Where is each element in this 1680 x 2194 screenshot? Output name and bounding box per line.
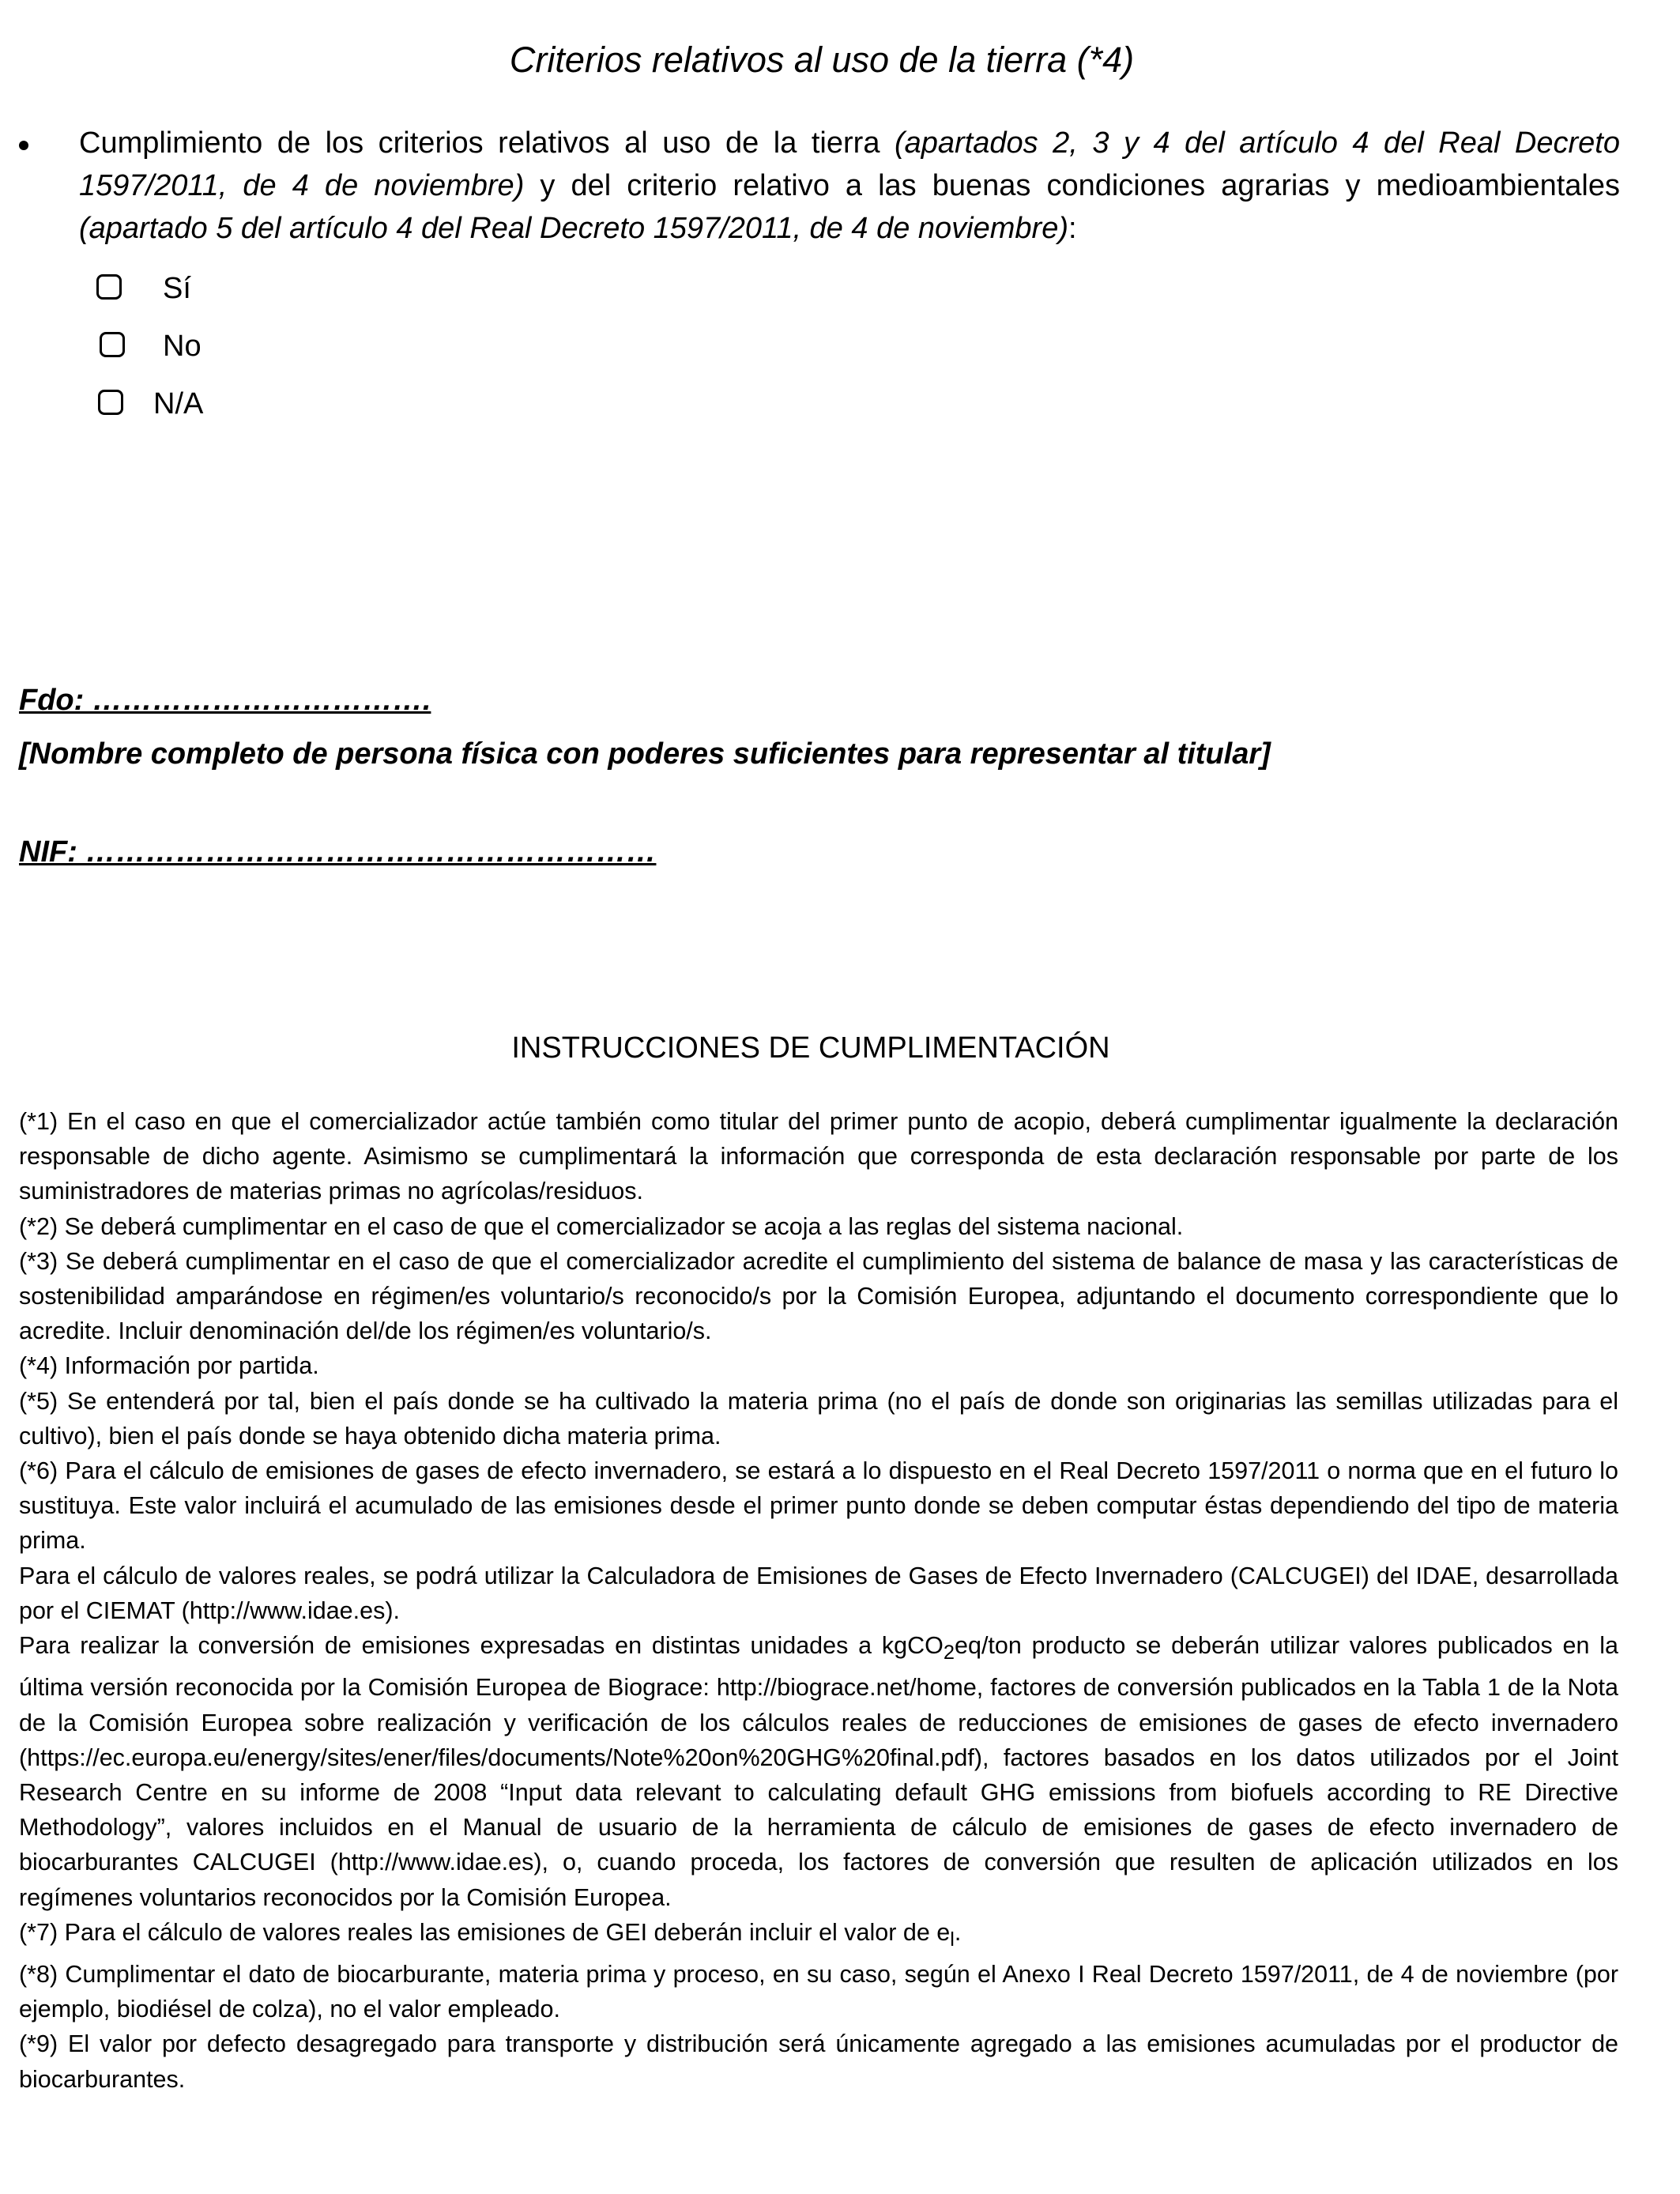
criterion-legal-reference: (apartados 2, 3 y 4 del artículo 4 del Real Decreto 1597/2011, de 4 de noviembre)	[79, 126, 1620, 202]
note-6: (*6) Para el cálculo de emisiones de gases de efecto invernadero, se estará a lo dispuesto en el Real Decreto 1597/2011 o norma que en el futuro lo sustituya. Este valor incluirá el acumulado de las emisiones desde el primer punto donde se deben computar éstas dependiendo del tipo de materia prima.	[19, 1457, 1618, 1555]
signatory-name-instruction: [Nombre completo de persona física con poderes suficientes para representar al titular]	[19, 737, 1271, 771]
instructions-heading: INSTRUCCIONES DE CUMPLIMENTACIÓN	[511, 1031, 1110, 1065]
note-3: (*3) Se deberá cumplimentar en el caso de que el comercializador acredite el cumplimiento del sistema de balance de masa y las características de sostenibilidad amparándose en régimen/es voluntario/s reconocido/s por la Comisión Europea, adjuntando el documento correspondiente que lo acredite. Incluir denominación del/de los régimen/es voluntario/s.	[19, 1247, 1618, 1345]
co2-subscript: 2	[943, 1642, 955, 1664]
bullet-icon	[19, 141, 28, 150]
note-4: (*4) Información por partida.	[19, 1352, 319, 1380]
note-6-conversion-text: Para realizar la conversión de emisiones expresadas en distintas unidades a kgCO	[19, 1632, 944, 1660]
criterion-text-part: :	[1068, 212, 1077, 245]
note-7-text: .	[954, 1918, 962, 1946]
note-5: (*5) Se entenderá por tal, bien el país donde se ha cultivado la materia prima (no el país de donde son originarias las semillas utilizadas para el cultivo), bien el país donde se haya obtenido dicha materia prima.	[19, 1387, 1618, 1449]
criterion-legal-reference: (apartado 5 del artículo 4 del Real Decreto 1597/2011, de 4 de noviembre)	[79, 212, 1068, 245]
criterion-text-part: Cumplimiento de los criterios relativos al uso de la tierra	[79, 126, 895, 160]
option-na[interactable]	[98, 385, 256, 423]
criterion-text-part: y del criterio relativo a las buenas condiciones agrarias y medioambientales	[524, 169, 1620, 202]
note-6-conversion-text: eq/ton producto se deberán utilizar valores publicados en la última versión reconocida por la Comisión Europea de Biograce: http://biograce.net/home, factores de conversión publicados en la Tabla 1 de la Nota de la Comisión Europea sobre realización y verificación de los cálculos reales de reducciones de emisiones de gases de efecto invernadero (https://ec.europa.eu/energy/sites/ener/files/documents/Note%20on%20GHG%20final.pdf), factores basados en los datos utilizados por el Joint Research Centre en su informe de 2008 “Input data relevant to calculating default GHG emissions from biofuels according to RE Directive Methodology”, valores incluidos en el Manual de usuario de la herramienta de cálculo de emisiones de gases de efecto invernadero de biocarburantes CALCUGEI (http://www.idae.es), o, cuando proceda, los factores de conversión que resulten de aplicación utilizados en los regímenes voluntarios reconocidos por la Comisión Europea.	[19, 1632, 1618, 1911]
checkbox-na[interactable]	[98, 390, 123, 415]
option-na-label: N/A	[153, 387, 204, 420]
checkbox-no[interactable]	[100, 332, 125, 357]
signature-field: Fdo: …………………………….	[19, 684, 431, 717]
note-1: (*1) En el caso en que el comercializador actúe también como titular del primer punto de acopio, deberá cumplimentar igualmente la declaración responsable de dicho agente. Asimismo se cumplimentará la información que corresponda de esta declaración responsable por parte de los suministradores de materias primas no agrícolas/residuos.	[19, 1108, 1618, 1205]
instructions-notes	[19, 1104, 1618, 2097]
el-subscript: l	[950, 1928, 955, 1951]
note-9: (*9) El valor por defecto desagregado para transporte y distribución será únicamente agregado a las emisiones acumuladas por el productor de biocarburantes.	[19, 2030, 1618, 2093]
checkbox-si[interactable]	[96, 274, 122, 300]
criterion-text	[79, 122, 1620, 250]
note-7-text: (*7) Para el cálculo de valores reales las emisiones de GEI deberán incluir el valor de e	[19, 1918, 951, 1946]
note-6-calculator: Para el cálculo de valores reales, se podrá utilizar la Calculadora de Emisiones de Gases de Efecto Invernadero (CALCUGEI) del IDAE, desarrollada por el CIEMAT (http://www.idae.es).	[19, 1562, 1618, 1624]
nif-field: NIF: …………………………………………………	[19, 835, 657, 869]
note-6-conversion	[19, 1628, 1618, 1915]
note-7	[19, 1915, 1618, 1957]
note-8: (*8) Cumplimentar el dato de biocarburante, materia prima y proceso, en su caso, según el Anexo I Real Decreto 1597/2011, de 4 de noviembre (por ejemplo, biodiésel de colza), no el valor empleado.	[19, 1961, 1618, 2023]
option-no-label: No	[163, 330, 202, 363]
option-no[interactable]	[100, 327, 258, 365]
section-title: Criterios relativos al uso de la tierra (*4)	[509, 40, 1135, 80]
option-si-label: Sí	[163, 272, 191, 305]
option-si[interactable]	[96, 270, 254, 307]
note-2: (*2) Se deberá cumplimentar en el caso de que el comercializador se acoja a las reglas del sistema nacional.	[19, 1212, 1184, 1240]
